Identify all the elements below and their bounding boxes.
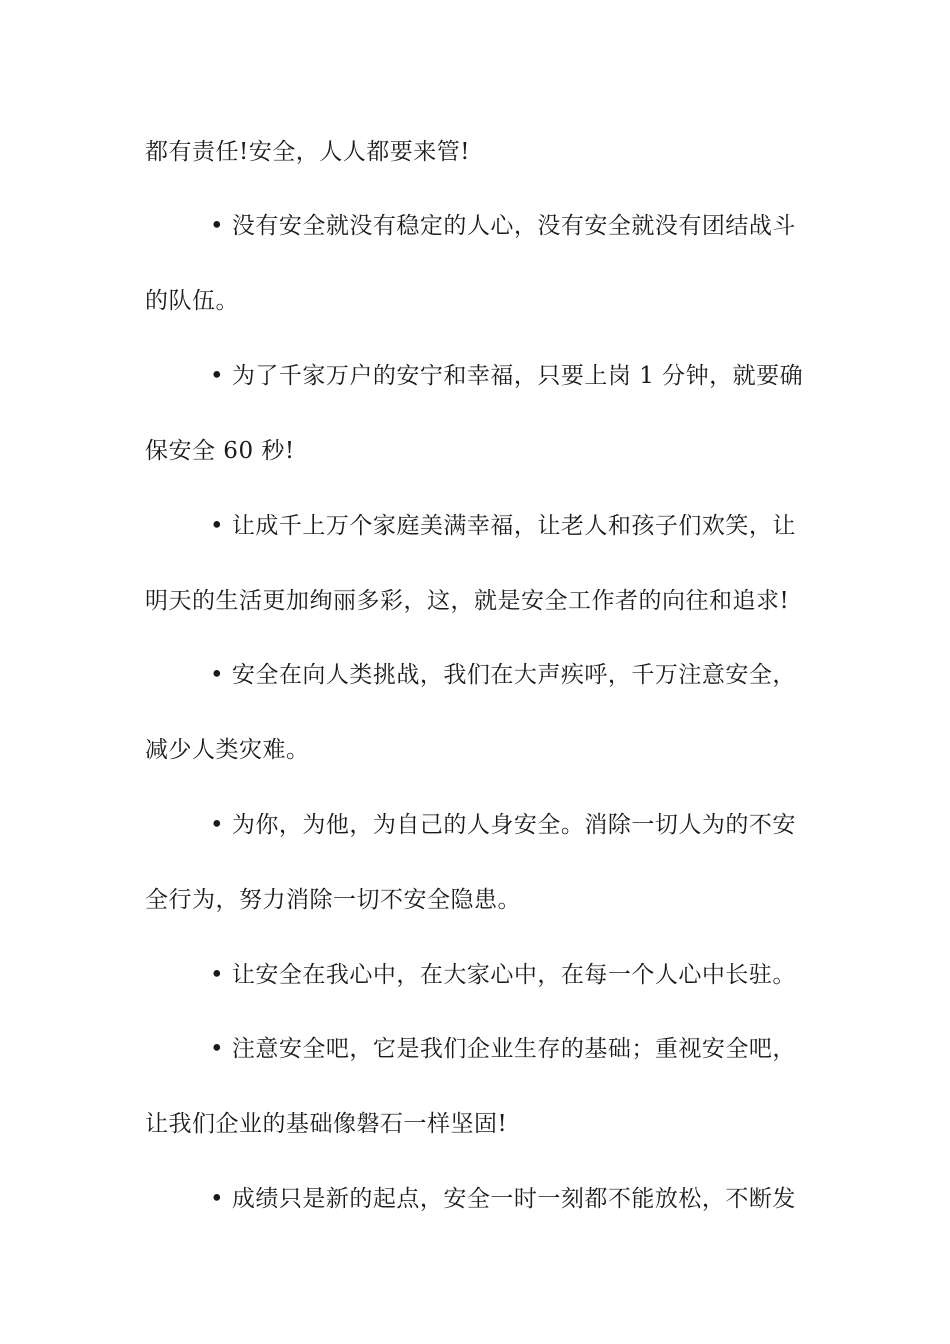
- text-line: 保安全 60 秒!: [145, 438, 295, 464]
- text-line: • 让安全在我心中，在大家心中，在每一个人心中长驻。: [210, 962, 796, 988]
- text-line: • 为你，为他，为自己的人身安全。消除一切人为的不安: [210, 812, 796, 838]
- text-line: • 安全在向人类挑战，我们在大声疾呼，千万注意安全，: [210, 662, 796, 688]
- text-line: • 让成千上万个家庭美满幸福，让老人和孩子们欢笑，让: [210, 513, 796, 539]
- text-line: 的队伍。: [145, 288, 239, 314]
- text-line: • 注意安全吧，它是我们企业生存的基础；重视安全吧，: [210, 1036, 796, 1062]
- text-line: 减少人类灾难。: [145, 737, 310, 763]
- text-line: 明天的生活更加绚丽多彩，这，就是安全工作者的向往和追求!: [145, 588, 790, 614]
- text-line: • 成绩只是新的起点，安全一时一刻都不能放松，不断发: [210, 1186, 796, 1212]
- text-line: • 为了千家万户的安宁和幸福，只要上岗 1 分钟，就要确: [210, 363, 804, 389]
- text-line: 都有责任!安全，人人都要来管!: [145, 139, 470, 165]
- text-line: • 没有安全就没有稳定的人心，没有安全就没有团结战斗: [210, 213, 796, 239]
- text-line: 让我们企业的基础像磐石一样坚固!: [145, 1111, 508, 1137]
- text-line: 全行为，努力消除一切不安全隐患。: [145, 887, 521, 913]
